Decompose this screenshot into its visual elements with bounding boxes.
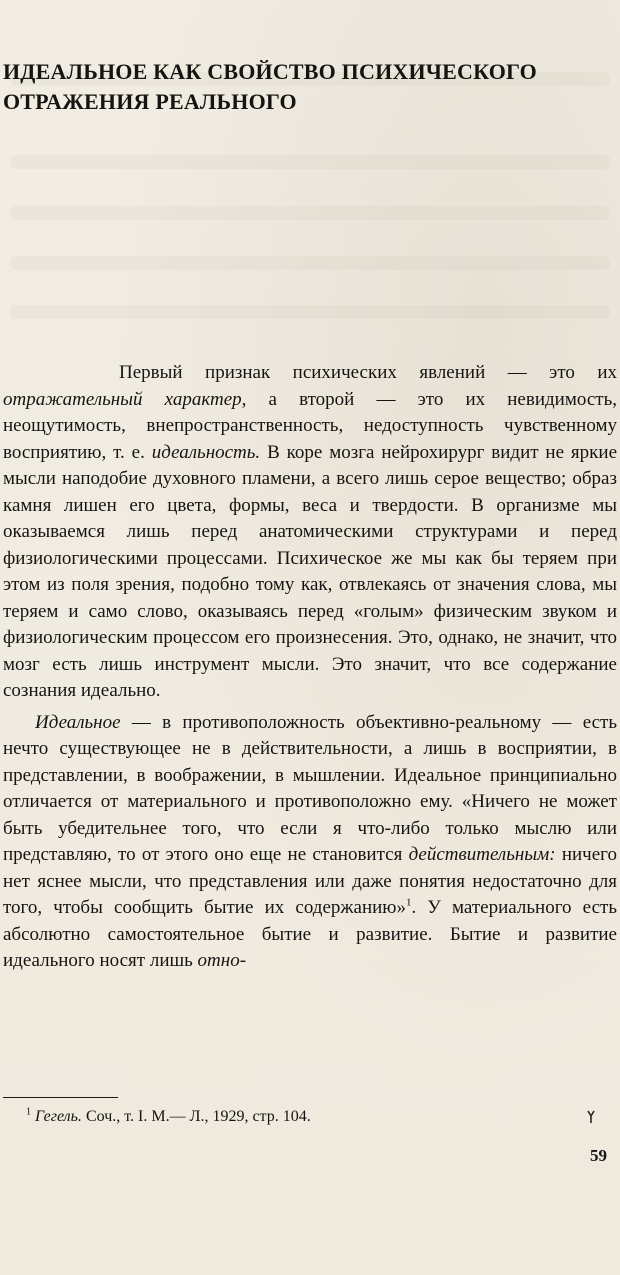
paragraph-1-text-1: Первый признак психических явлений — это их <box>119 362 617 383</box>
paragraph-2 <box>3 710 617 975</box>
paragraph-1-italic-2: идеальность. <box>151 441 261 463</box>
footnote <box>26 1106 311 1128</box>
paragraph-1 <box>3 360 617 705</box>
show-through-line <box>10 155 610 169</box>
paragraph-2-italic-1: Идеальное <box>35 711 121 733</box>
paragraph-2-text-1: — в противоположность объективно-реальному — есть нечто существующее не в действительности, а лишь в восприятии, в представлении, в воображении, в мышлении. Идеальное принципиально отличается от материального и противоположно ему. «Ничего не может быть убедительнее того, что если я что-либо только мыслю или представляю, то от этого оно еще не становится <box>3 711 617 865</box>
footnote-marker: 1 <box>26 1106 31 1118</box>
paragraph-2-italic-2: действительным: <box>408 844 556 865</box>
paragraph-2-text-3: . У материального есть абсолютно самостоятельное бытие и развитие. Бытие и развитие идеального носят лишь <box>3 897 617 971</box>
chapter-title <box>3 57 603 117</box>
ink-mark-icon <box>586 1110 596 1124</box>
footnote-reference: 1 <box>405 896 412 909</box>
page-number: 59 <box>590 1146 607 1165</box>
paragraph-2-text-2: ничего нет яснее мысли, что представления или даже понятия недостаточно для того, чтобы сообщить бытие их содержанию» <box>3 844 617 918</box>
paragraph-1-italic-1: отражательный характер, <box>3 388 247 410</box>
chapter-title-line-1: ИДЕАЛЬНОЕ КАК СВОЙСТВО ПСИХИЧЕСКОГО <box>3 58 537 84</box>
show-through-line <box>10 256 610 270</box>
paragraph-1-text-3: В коре мозга нейрохирург видит не яркие мысли наподобие духовного пламени, а всего лишь серое вещество; образ камня лишен его цвета, формы, веса и твердости. В организме мы оказываемся лишь перед анатомическими структурами и перед физиологическими процессами. Психическое же мы как бы теряем при этом из поля зрения, подобно тому как, отвлекаясь от значения слова, мы теряем и само слово, оказываясь перед «голым» физическим звуком и физиологическим процессом его произнесения. Это, однако, не значит, что мозг есть лишь инструмент мысли. Это значит, что все содержание сознания идеально. <box>3 441 618 701</box>
footnote-text: Соч., т. I. М.— Л., 1929, стр. 104. <box>81 1108 311 1125</box>
footnote-divider <box>3 1097 118 1098</box>
paragraph-1-text-2: а второй — это их невидимость, неощутимость, внепространственность, недоступность чувственному восприятию, т. е. <box>3 388 617 463</box>
paragraph-2-italic-3: отно- <box>197 950 247 971</box>
main-text <box>3 360 617 975</box>
show-through-line <box>10 206 610 220</box>
show-through-line <box>10 305 610 319</box>
footnote-author: Гегель. <box>35 1108 82 1125</box>
chapter-title-line-2: ОТРАЖЕНИЯ РЕАЛЬНОГО <box>3 88 297 114</box>
